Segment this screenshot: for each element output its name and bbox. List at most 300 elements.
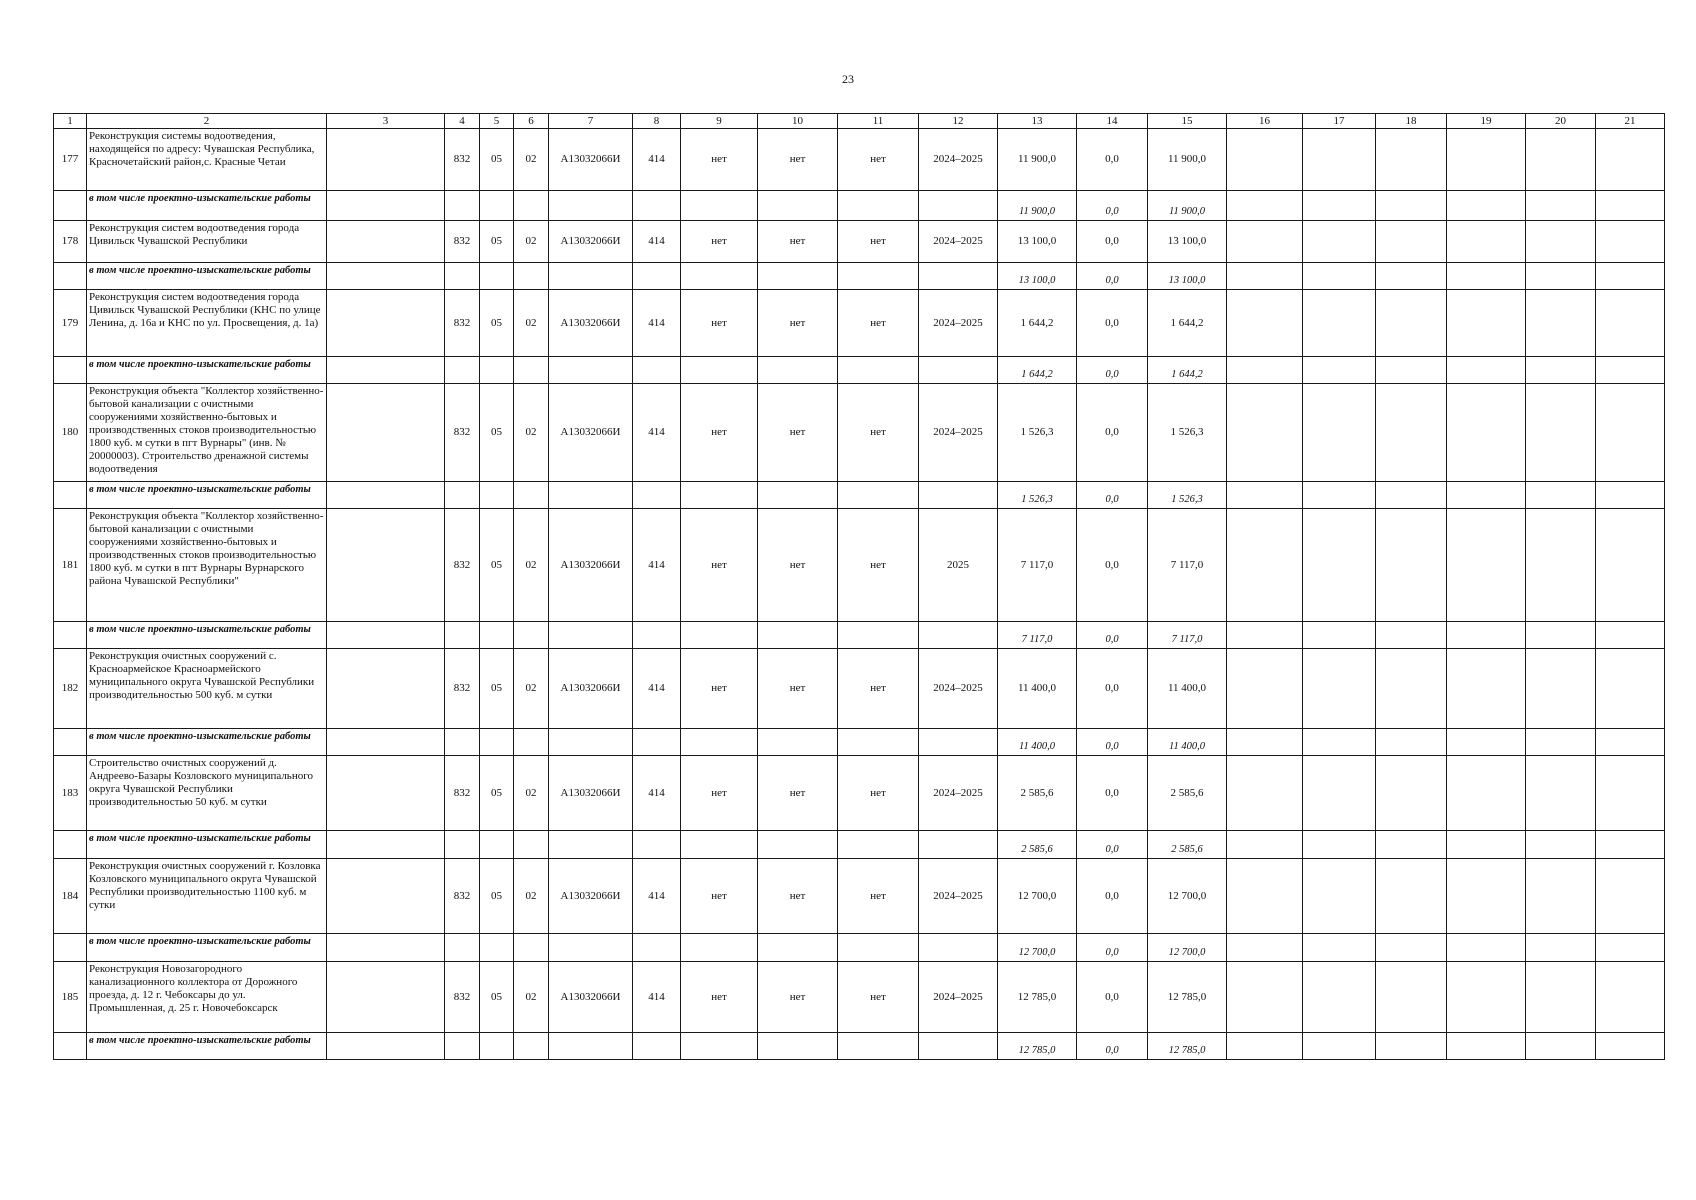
sub-row-label: в том числе проектно-изыскательские работы	[87, 622, 327, 649]
column-header: 10	[758, 114, 838, 129]
cell-empty	[1303, 831, 1376, 859]
cell-c6: 02	[514, 859, 549, 934]
cell-empty	[1596, 729, 1665, 756]
cell-empty	[445, 191, 480, 221]
cell-empty	[1526, 509, 1596, 622]
cell-empty	[1376, 1033, 1447, 1060]
sub-row	[54, 191, 1665, 221]
cell-c10: нет	[758, 962, 838, 1033]
column-number-row	[54, 114, 1665, 129]
column-header: 15	[1148, 114, 1227, 129]
row-number: 182	[54, 649, 87, 729]
cell-empty	[327, 622, 445, 649]
cell-empty	[54, 357, 87, 384]
cell-empty	[514, 934, 549, 962]
row-number: 183	[54, 756, 87, 831]
cell-empty	[480, 1033, 514, 1060]
cell-empty	[1596, 357, 1665, 384]
cell-empty	[514, 622, 549, 649]
object-name: Реконструкция систем водоотведения города Цивильск Чувашской Республики	[87, 221, 327, 263]
cell-empty	[1596, 622, 1665, 649]
cell-empty	[758, 191, 838, 221]
object-name: Реконструкция систем водоотведения города Цивильск Чувашской Республики (КНС по улице Ленина, д. 16а и КНС по ул. Просвещения, д. 1а)	[87, 290, 327, 357]
sub-cell-c14: 0,0	[1077, 622, 1148, 649]
cell-c4: 832	[445, 129, 480, 191]
cell-c11: нет	[838, 129, 919, 191]
sub-cell-c13: 1 644,2	[998, 357, 1077, 384]
cell-empty	[758, 622, 838, 649]
cell-empty	[327, 263, 445, 290]
cell-empty	[919, 263, 998, 290]
cell-empty	[633, 934, 681, 962]
cell-empty	[919, 191, 998, 221]
cell-empty	[758, 357, 838, 384]
cell-c12: 2024–2025	[919, 221, 998, 263]
cell-empty	[758, 1033, 838, 1060]
cell-empty	[1596, 290, 1665, 357]
cell-empty	[1596, 221, 1665, 263]
cell-empty	[445, 263, 480, 290]
row-number: 184	[54, 859, 87, 934]
cell-c6: 02	[514, 509, 549, 622]
cell-c13: 12 785,0	[998, 962, 1077, 1033]
cell-empty	[327, 756, 445, 831]
cell-empty	[633, 191, 681, 221]
row-number: 178	[54, 221, 87, 263]
cell-empty	[1376, 622, 1447, 649]
sub-cell-c13: 1 526,3	[998, 482, 1077, 509]
cell-empty	[445, 934, 480, 962]
cell-empty	[1596, 756, 1665, 831]
row-number: 177	[54, 129, 87, 191]
cell-c9: нет	[681, 649, 758, 729]
cell-empty	[480, 191, 514, 221]
cell-c9: нет	[681, 859, 758, 934]
cell-empty	[514, 729, 549, 756]
cell-empty	[1596, 129, 1665, 191]
page-number: 23	[842, 72, 854, 86]
column-header: 16	[1227, 114, 1303, 129]
cell-empty	[1303, 384, 1376, 482]
cell-empty	[1227, 129, 1303, 191]
cell-c6: 02	[514, 756, 549, 831]
cell-empty	[445, 729, 480, 756]
cell-empty	[1227, 649, 1303, 729]
sub-cell-c13: 11 400,0	[998, 729, 1077, 756]
cell-c10: нет	[758, 649, 838, 729]
cell-empty	[514, 831, 549, 859]
sub-row	[54, 357, 1665, 384]
cell-c4: 832	[445, 509, 480, 622]
cell-empty	[54, 622, 87, 649]
cell-c11: нет	[838, 509, 919, 622]
cell-empty	[1447, 1033, 1526, 1060]
cell-empty	[327, 191, 445, 221]
cell-empty	[327, 221, 445, 263]
cell-empty	[1227, 756, 1303, 831]
cell-empty	[1526, 622, 1596, 649]
sub-cell-c13: 13 100,0	[998, 263, 1077, 290]
cell-empty	[681, 357, 758, 384]
cell-c5: 05	[480, 129, 514, 191]
cell-c13: 7 117,0	[998, 509, 1077, 622]
sub-row-label: в том числе проектно-изыскательские работы	[87, 357, 327, 384]
cell-empty	[838, 1033, 919, 1060]
cell-empty	[838, 729, 919, 756]
cell-c5: 05	[480, 859, 514, 934]
cell-empty	[1227, 1033, 1303, 1060]
cell-empty	[1447, 357, 1526, 384]
cell-c4: 832	[445, 859, 480, 934]
column-header: 5	[480, 114, 514, 129]
cell-empty	[1447, 191, 1526, 221]
cell-empty	[633, 622, 681, 649]
row-number: 185	[54, 962, 87, 1033]
sub-row	[54, 934, 1665, 962]
cell-empty	[1227, 221, 1303, 263]
cell-c7: А13032066И	[549, 129, 633, 191]
cell-empty	[1447, 290, 1526, 357]
cell-empty	[1526, 384, 1596, 482]
sub-row	[54, 622, 1665, 649]
column-header: 7	[549, 114, 633, 129]
object-name: Строительство очистных сооружений д. Андреево-Базары Козловского муниципального округа Чувашской Республики производительностью 50 куб. м сутки	[87, 756, 327, 831]
cell-empty	[514, 191, 549, 221]
cell-empty	[1596, 191, 1665, 221]
cell-empty	[514, 357, 549, 384]
cell-c10: нет	[758, 221, 838, 263]
sub-cell-c13: 12 785,0	[998, 1033, 1077, 1060]
cell-c5: 05	[480, 756, 514, 831]
cell-c13: 1 644,2	[998, 290, 1077, 357]
cell-c9: нет	[681, 221, 758, 263]
cell-empty	[1303, 129, 1376, 191]
cell-empty	[1447, 263, 1526, 290]
cell-empty	[327, 831, 445, 859]
cell-empty	[1303, 934, 1376, 962]
cell-c10: нет	[758, 290, 838, 357]
cell-empty	[549, 482, 633, 509]
cell-empty	[1303, 756, 1376, 831]
table-row	[54, 962, 1665, 1033]
cell-c8: 414	[633, 509, 681, 622]
table-row	[54, 290, 1665, 357]
cell-empty	[1303, 357, 1376, 384]
cell-empty	[1376, 129, 1447, 191]
cell-c8: 414	[633, 384, 681, 482]
cell-empty	[838, 482, 919, 509]
cell-c7: А13032066И	[549, 649, 633, 729]
cell-empty	[549, 622, 633, 649]
sub-row-label: в том числе проектно-изыскательские работы	[87, 934, 327, 962]
table-row	[54, 221, 1665, 263]
cell-c13: 11 400,0	[998, 649, 1077, 729]
cell-c14: 0,0	[1077, 384, 1148, 482]
cell-empty	[514, 1033, 549, 1060]
cell-empty	[1227, 384, 1303, 482]
cell-c4: 832	[445, 756, 480, 831]
cell-empty	[1447, 482, 1526, 509]
sub-cell-c14: 0,0	[1077, 934, 1148, 962]
cell-empty	[445, 831, 480, 859]
cell-empty	[327, 729, 445, 756]
cell-empty	[1596, 831, 1665, 859]
cell-empty	[1376, 934, 1447, 962]
sub-cell-c13: 2 585,6	[998, 831, 1077, 859]
cell-empty	[1303, 649, 1376, 729]
cell-empty	[919, 729, 998, 756]
cell-empty	[1303, 263, 1376, 290]
cell-empty	[838, 263, 919, 290]
cell-empty	[1376, 263, 1447, 290]
sub-cell-c15: 12 700,0	[1148, 934, 1227, 962]
cell-empty	[445, 482, 480, 509]
cell-c11: нет	[838, 221, 919, 263]
cell-empty	[54, 263, 87, 290]
cell-empty	[480, 263, 514, 290]
cell-empty	[54, 934, 87, 962]
cell-empty	[838, 357, 919, 384]
cell-empty	[1447, 756, 1526, 831]
cell-empty	[1526, 129, 1596, 191]
cell-c9: нет	[681, 756, 758, 831]
cell-empty	[1303, 191, 1376, 221]
cell-empty	[480, 729, 514, 756]
cell-c15: 1 526,3	[1148, 384, 1227, 482]
sub-cell-c13: 12 700,0	[998, 934, 1077, 962]
cell-c4: 832	[445, 221, 480, 263]
cell-c8: 414	[633, 649, 681, 729]
cell-empty	[327, 384, 445, 482]
cell-empty	[327, 649, 445, 729]
column-header: 1	[54, 114, 87, 129]
cell-c9: нет	[681, 962, 758, 1033]
cell-empty	[1447, 384, 1526, 482]
cell-empty	[1376, 756, 1447, 831]
cell-c7: А13032066И	[549, 756, 633, 831]
cell-empty	[327, 129, 445, 191]
cell-empty	[681, 934, 758, 962]
cell-empty	[1303, 962, 1376, 1033]
column-header: 13	[998, 114, 1077, 129]
investment-table	[53, 113, 1665, 1060]
cell-empty	[838, 934, 919, 962]
cell-empty	[1596, 263, 1665, 290]
cell-empty	[681, 263, 758, 290]
cell-empty	[514, 263, 549, 290]
cell-empty	[838, 191, 919, 221]
cell-empty	[549, 1033, 633, 1060]
cell-empty	[681, 191, 758, 221]
sub-cell-c14: 0,0	[1077, 831, 1148, 859]
cell-c14: 0,0	[1077, 962, 1148, 1033]
cell-c12: 2024–2025	[919, 859, 998, 934]
cell-c7: А13032066И	[549, 509, 633, 622]
cell-empty	[54, 729, 87, 756]
cell-c11: нет	[838, 859, 919, 934]
table-row	[54, 859, 1665, 934]
cell-empty	[1376, 509, 1447, 622]
cell-empty	[1596, 649, 1665, 729]
cell-empty	[1526, 756, 1596, 831]
cell-c9: нет	[681, 384, 758, 482]
cell-empty	[1227, 191, 1303, 221]
cell-c15: 11 400,0	[1148, 649, 1227, 729]
cell-c9: нет	[681, 129, 758, 191]
cell-empty	[1526, 649, 1596, 729]
cell-empty	[549, 191, 633, 221]
sub-row-label: в том числе проектно-изыскательские работы	[87, 482, 327, 509]
cell-c12: 2024–2025	[919, 290, 998, 357]
cell-empty	[480, 934, 514, 962]
cell-empty	[1376, 221, 1447, 263]
cell-empty	[1303, 729, 1376, 756]
cell-c14: 0,0	[1077, 129, 1148, 191]
cell-c5: 05	[480, 221, 514, 263]
cell-empty	[549, 357, 633, 384]
sub-row	[54, 831, 1665, 859]
cell-c10: нет	[758, 509, 838, 622]
column-header: 3	[327, 114, 445, 129]
sub-cell-c14: 0,0	[1077, 191, 1148, 221]
cell-empty	[633, 482, 681, 509]
cell-empty	[1526, 357, 1596, 384]
cell-empty	[1376, 482, 1447, 509]
cell-empty	[919, 934, 998, 962]
cell-empty	[1447, 934, 1526, 962]
column-header: 8	[633, 114, 681, 129]
table-row	[54, 384, 1665, 482]
cell-c12: 2024–2025	[919, 962, 998, 1033]
cell-c8: 414	[633, 221, 681, 263]
sub-cell-c14: 0,0	[1077, 482, 1148, 509]
cell-c12: 2024–2025	[919, 384, 998, 482]
cell-empty	[480, 482, 514, 509]
cell-empty	[1447, 859, 1526, 934]
cell-c10: нет	[758, 756, 838, 831]
sub-cell-c14: 0,0	[1077, 357, 1148, 384]
cell-empty	[1303, 290, 1376, 357]
cell-c14: 0,0	[1077, 859, 1148, 934]
cell-empty	[549, 934, 633, 962]
column-header: 9	[681, 114, 758, 129]
cell-empty	[327, 290, 445, 357]
sub-cell-c15: 13 100,0	[1148, 263, 1227, 290]
cell-c11: нет	[838, 384, 919, 482]
cell-c5: 05	[480, 290, 514, 357]
cell-c15: 12 700,0	[1148, 859, 1227, 934]
cell-c15: 2 585,6	[1148, 756, 1227, 831]
cell-empty	[1227, 934, 1303, 962]
cell-empty	[1526, 859, 1596, 934]
cell-c7: А13032066И	[549, 290, 633, 357]
cell-c15: 7 117,0	[1148, 509, 1227, 622]
cell-c12: 2024–2025	[919, 649, 998, 729]
sub-row-label: в том числе проектно-изыскательские работы	[87, 263, 327, 290]
cell-c10: нет	[758, 129, 838, 191]
cell-empty	[1596, 962, 1665, 1033]
row-number: 181	[54, 509, 87, 622]
cell-c13: 1 526,3	[998, 384, 1077, 482]
sub-cell-c15: 12 785,0	[1148, 1033, 1227, 1060]
cell-c8: 414	[633, 962, 681, 1033]
cell-c14: 0,0	[1077, 509, 1148, 622]
sub-row	[54, 482, 1665, 509]
sub-row	[54, 1033, 1665, 1060]
cell-empty	[1447, 129, 1526, 191]
cell-c7: А13032066И	[549, 384, 633, 482]
object-name: Реконструкция объекта "Коллектор хозяйственно-бытовой канализации с очистными сооружениями хозяйственно-бытовых и производственных стоков производительностью 1800 куб. м сутки в пгт Вурнары" (инв. № 20000003). Строительство дренажной системы водоотведения	[87, 384, 327, 482]
cell-empty	[54, 482, 87, 509]
cell-empty	[1526, 191, 1596, 221]
cell-c8: 414	[633, 859, 681, 934]
cell-empty	[633, 1033, 681, 1060]
cell-c6: 02	[514, 649, 549, 729]
cell-c7: А13032066И	[549, 221, 633, 263]
cell-empty	[681, 1033, 758, 1060]
cell-empty	[1526, 221, 1596, 263]
cell-c6: 02	[514, 221, 549, 263]
object-name: Реконструкция Новозагородного канализационного коллектора от Дорожного проезда, д. 12 г. Чебоксары до ул. Промышленная, д. 25 г. Новочебоксарск	[87, 962, 327, 1033]
cell-c11: нет	[838, 290, 919, 357]
cell-c8: 414	[633, 756, 681, 831]
cell-empty	[327, 859, 445, 934]
cell-c14: 0,0	[1077, 221, 1148, 263]
cell-empty	[327, 934, 445, 962]
cell-empty	[1526, 263, 1596, 290]
column-header: 17	[1303, 114, 1376, 129]
cell-c9: нет	[681, 509, 758, 622]
cell-empty	[1376, 290, 1447, 357]
cell-c5: 05	[480, 649, 514, 729]
cell-c14: 0,0	[1077, 649, 1148, 729]
object-name: Реконструкция объекта "Коллектор хозяйственно-бытовой канализации с очистными сооружениями хозяйственно-бытовых и производственных стоков производительностью 1800 куб. м сутки в пгт Вурнары Вурнарского района Чувашской Республики"	[87, 509, 327, 622]
sub-cell-c14: 0,0	[1077, 729, 1148, 756]
cell-empty	[1376, 729, 1447, 756]
cell-c4: 832	[445, 649, 480, 729]
cell-empty	[758, 729, 838, 756]
cell-empty	[480, 622, 514, 649]
cell-empty	[1447, 622, 1526, 649]
column-header: 14	[1077, 114, 1148, 129]
cell-empty	[1227, 622, 1303, 649]
sub-cell-c15: 1 644,2	[1148, 357, 1227, 384]
cell-empty	[1376, 191, 1447, 221]
cell-empty	[1227, 357, 1303, 384]
sub-cell-c15: 1 526,3	[1148, 482, 1227, 509]
cell-c13: 12 700,0	[998, 859, 1077, 934]
column-header: 12	[919, 114, 998, 129]
sub-row	[54, 729, 1665, 756]
cell-empty	[1227, 263, 1303, 290]
cell-c7: А13032066И	[549, 859, 633, 934]
cell-empty	[919, 622, 998, 649]
cell-empty	[1227, 859, 1303, 934]
cell-c10: нет	[758, 859, 838, 934]
cell-empty	[1447, 729, 1526, 756]
cell-c14: 0,0	[1077, 290, 1148, 357]
column-header: 2	[87, 114, 327, 129]
cell-empty	[1526, 1033, 1596, 1060]
cell-c4: 832	[445, 384, 480, 482]
column-header: 6	[514, 114, 549, 129]
sub-cell-c14: 0,0	[1077, 1033, 1148, 1060]
cell-empty	[919, 1033, 998, 1060]
cell-empty	[681, 482, 758, 509]
cell-empty	[1447, 962, 1526, 1033]
cell-c8: 414	[633, 290, 681, 357]
cell-empty	[1303, 1033, 1376, 1060]
